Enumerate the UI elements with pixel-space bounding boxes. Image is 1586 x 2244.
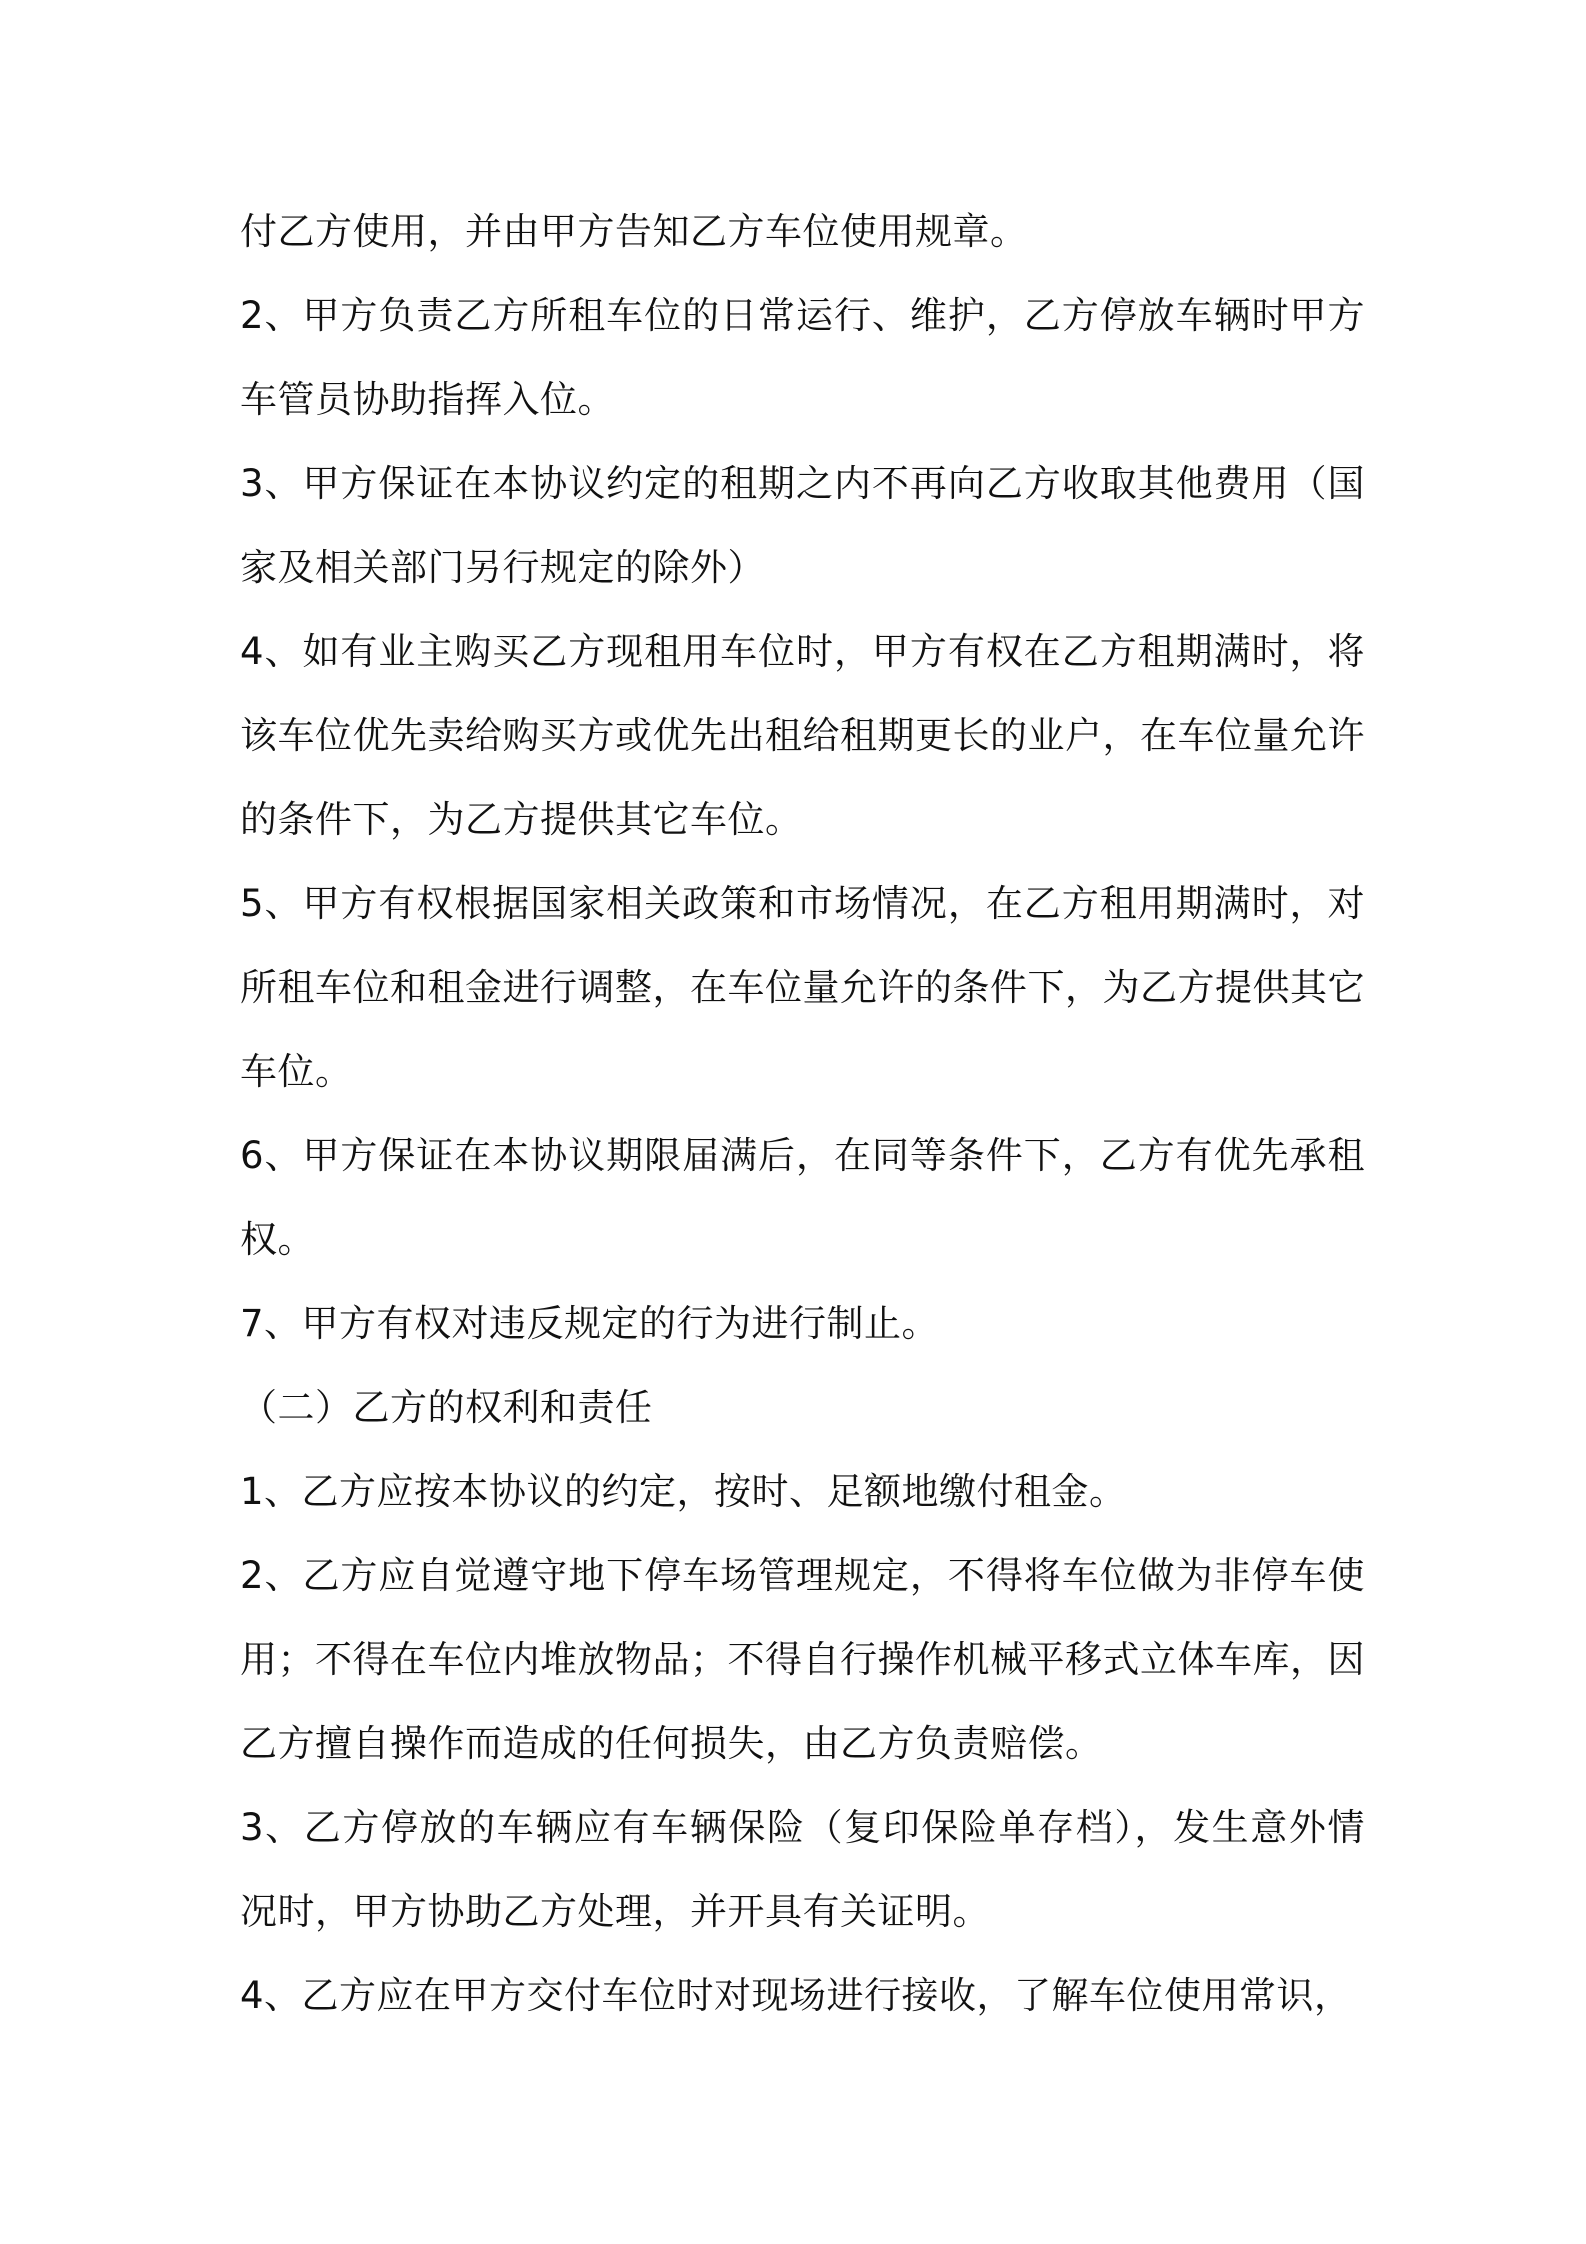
clause-a-6: 6、甲方保证在本协议期限届满后，在同等条件下，乙方有优先承租权。 — [240, 1134, 1365, 1261]
section-heading-party-b: （二）乙方的权利和责任 — [240, 1386, 653, 1429]
clause-b-4: 4、乙方应在甲方交付车位时对现场进行接收，了解车位使用常识， — [240, 1974, 1352, 2017]
clause-a-7: 7、甲方有权对违反规定的行为进行制止。 — [240, 1302, 940, 1345]
document-body — [240, 190, 1365, 2038]
clause-b-1: 1、乙方应按本协议的约定，按时、足额地缴付租金。 — [240, 1470, 1127, 1513]
clause-b-2: 2、乙方应自觉遵守地下停车场管理规定，不得将车位做为非停车使用；不得在车位内堆放物品；不得自行操作机械平移式立体车库，因乙方擅自操作而造成的任何损失，由乙方负责赔偿。 — [240, 1554, 1365, 1765]
clause-a-5: 5、甲方有权根据国家相关政策和市场情况，在乙方租用期满时，对所租车位和租金进行调整，在车位量允许的条件下，为乙方提供其它车位。 — [240, 882, 1365, 1093]
paragraph-continuation: 付乙方使用，并由甲方告知乙方车位使用规章。 — [240, 210, 1028, 253]
clause-a-3: 3、甲方保证在本协议约定的租期之内不再向乙方收取其他费用（国家及相关部门另行规定的除外） — [240, 462, 1365, 589]
clause-b-3: 3、乙方停放的车辆应有车辆保险（复印保险单存档），发生意外情况时，甲方协助乙方处理，并开具有关证明。 — [240, 1806, 1365, 1933]
clause-a-2: 2、甲方负责乙方所租车位的日常运行、维护，乙方停放车辆时甲方车管员协助指挥入位。 — [240, 294, 1365, 421]
clause-a-4: 4、如有业主购买乙方现租用车位时，甲方有权在乙方租期满时，将该车位优先卖给购买方或优先出租给租期更长的业户，在车位量允许的条件下，为乙方提供其它车位。 — [240, 630, 1365, 841]
